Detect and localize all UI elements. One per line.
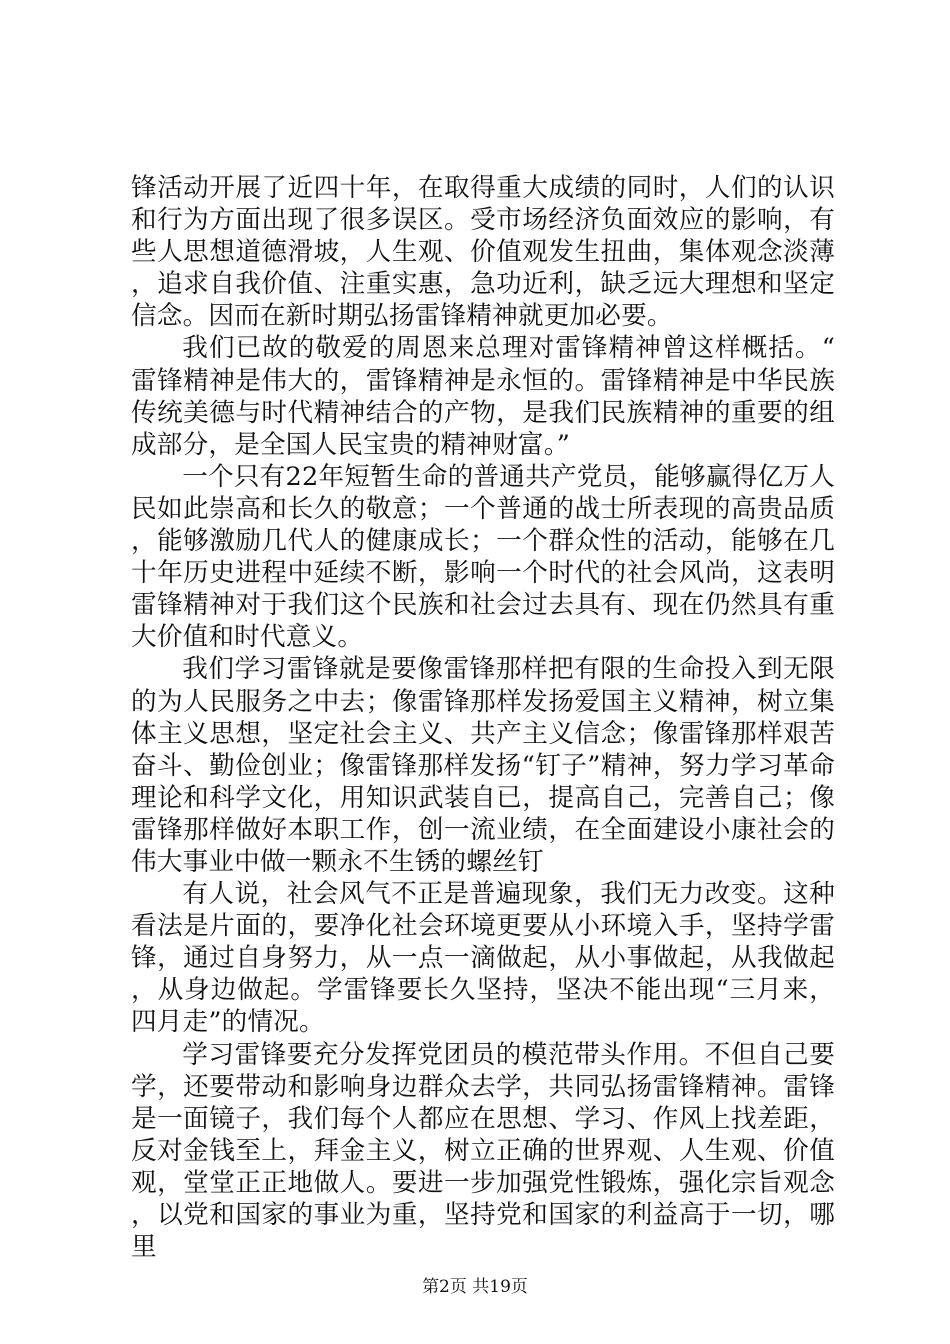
body-text (131, 172, 835, 1263)
paragraph-6: 学习雷锋要充分发挥党团员的模范带头作用。不但自己要学，还要带动和影响身边群众去学，共同弘扬雷锋精神。雷锋是一面镜子，我们每个人都应在思想、学习、作风上找差距，反对金钱至上，拜金主义，树立正确的世界观、人生观、价值观，堂堂正正地做人。要进一步加强党性锻炼，强化宗旨观念，以党和国家的事业为重，坚持党和国家的利益高于一切，哪里 (131, 1039, 835, 1263)
paragraph-2: 我们已故的敬爱的周恩来总理对雷锋精神曾这样概括。“雷锋精神是伟大的，雷锋精神是永恒的。雷锋精神是中华民族传统美德与时代精神结合的产物，是我们民族精神的重要的组成部分，是全国人民宝贵的精神财富。” (131, 333, 835, 460)
paragraph-4: 我们学习雷锋就是要像雷锋那样把有限的生命投入到无限的为人民服务之中去；像雷锋那样发扬爱国主义精神，树立集体主义思想，坚定社会主义、共产主义信念；像雷锋那样艰苦奋斗、勤俭创业；像雷锋那样发扬“钉子”精神，努力学习革命理论和科学文化，用知识武装自已，提高自己，完善自己；像雷锋那样做好本职工作，创一流业绩，在全面建设小康社会的伟大事业中做一颗永不生锈的螺丝钉 (131, 654, 835, 877)
page-footer: 第2页 共19页 (422, 1277, 528, 1297)
paragraph-3: 一个只有22年短暂生命的普通共产党员，能够赢得亿万人民如此崇高和长久的敬意；一个普通的战士所表现的高贵品质，能够激励几代人的健康成长；一个群众性的活动，能够在几十年历史进程中延续不断，影响一个时代的社会风尚，这表明雷锋精神对于我们这个民族和社会过去具有、现在仍然具有重大价值和时代意义。 (131, 461, 835, 653)
paragraph-5: 有人说，社会风气不正是普遍现象，我们无力改变。这种看法是片面的，要净化社会环境更要从小环境入手，坚持学雷锋，通过自身努力，从一点一滴做起，从小事做起，从我做起，从身边做起。学雷锋要长久坚持，坚决不能出现“三月来，四月走”的情况。 (131, 879, 835, 1038)
paragraph-1: 锋活动开展了近四十年，在取得重大成绩的同时，人们的认识和行为方面出现了很多误区。受市场经济负面效应的影响，有些人思想道德滑坡，人生观、价值观发生扭曲，集体观念淡薄，追求自我价值、注重实惠，急功近利，缺乏远大理想和坚定信念。因而在新时期弘扬雷锋精神就更加必要。 (131, 173, 835, 332)
